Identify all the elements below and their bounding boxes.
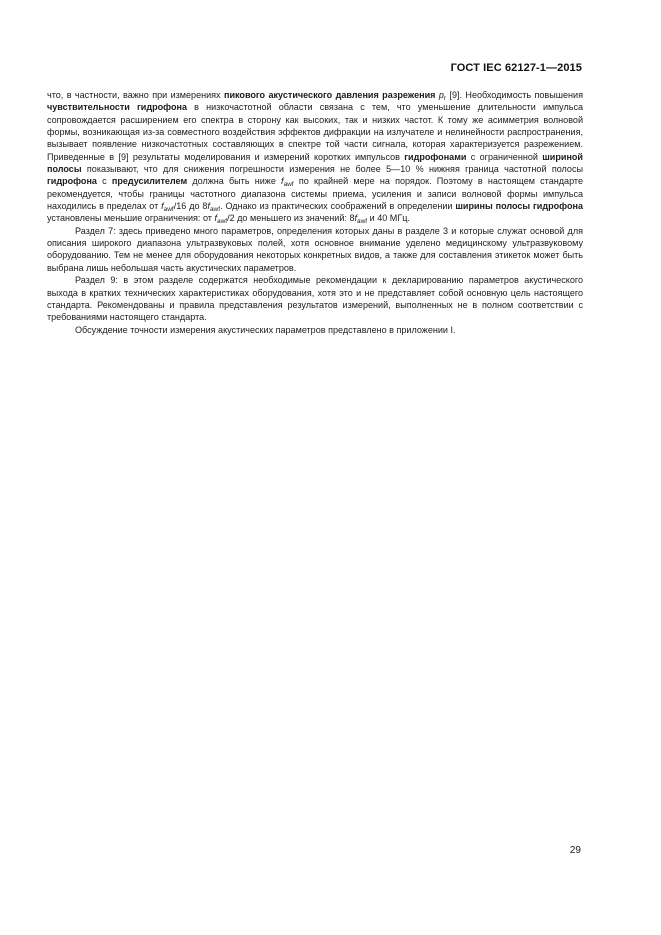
document-header: ГОСТ IEC 62127-1—2015 xyxy=(450,62,582,74)
text-run: [9]. Необходимость повышения xyxy=(446,90,583,100)
term-bandwidth: шириной полосы xyxy=(47,151,583,175)
text-run: и 40 МГц. xyxy=(367,213,410,224)
term-peak-rarefactional-pressure: пикового акустического давления разрежения xyxy=(223,90,436,100)
text-run: с xyxy=(96,176,112,187)
symbol-f: f xyxy=(207,201,210,212)
subscript-awf: awf xyxy=(357,218,368,226)
term-hydrophones: гидрофонами xyxy=(404,151,467,162)
subscript-r: r xyxy=(443,95,447,102)
subscript-awf: awf xyxy=(209,206,221,214)
paragraph-accuracy-discussion: Обсуждение точности измерения акустических параметров представлено в приложении I. xyxy=(75,324,456,335)
text-run: /2 до меньшего из значений: 8 xyxy=(227,213,355,224)
symbol-f: f xyxy=(214,213,217,224)
term-hydrophone-sensitivity: чувствительности гидрофона xyxy=(47,102,187,113)
term-hydrophone: гидрофона xyxy=(47,176,97,187)
body-text xyxy=(47,89,583,336)
text-run: по крайней мере на порядок. Поэтому в настоящем стандарте рекомендуется, чтобы границы частотного диапазона системы приема, усиления и записи волновой формы импульса находились в пределах от xyxy=(47,176,583,212)
term-hydrophone-bandwidth: ширины полосы гидрофона xyxy=(455,201,583,212)
text-run: что, в частности, важно при измерениях xyxy=(47,90,224,100)
paragraph-section-7: Раздел 7: здесь приведено много параметров, определения которых даны в разделе 3 и которые служат основой для описания широкого диапазона ультразвуковых полей, хотя основное внимание уделено медицинскому ультразвуковому оборудованию. Тем не менее для оборудования некоторых конкретных видов, а также для составления этикеток может быть выбрана лишь небольшая часть акустических параметров. xyxy=(47,225,583,273)
text-run: установлены меньшие ограничения: от xyxy=(47,213,215,224)
symbol-f: f xyxy=(161,201,164,212)
symbol-f: f xyxy=(354,213,357,224)
subscript-awf: awf xyxy=(163,206,174,214)
paragraph-section-9: Раздел 9: в этом разделе содержатся необходимые рекомендации к декларированию параметров акустического выхода в кратких технических характеристиках оборудования, хотя это и не представляет собой основную цель настоящего стандарта. Рекомендованы и правила представления результатов измерений, выполненных не в полном соответствии с требованиями настоящего стандарта. xyxy=(47,275,583,323)
text-run: показывают, что для снижения погрешности измерения не более 5—10 % нижняя граница частотной полосы xyxy=(81,164,583,175)
term-preamplifier: предусилителем xyxy=(111,176,188,187)
text-run: . Однако из практических соображений в определении xyxy=(220,201,456,212)
paragraph-intro-continuation xyxy=(47,89,583,225)
symbol-f: f xyxy=(281,176,284,187)
subscript-awf: awf xyxy=(216,218,228,226)
text-run: в низкочастотной области связана с тем, что уменьшение длительности импульса сопровождается расширением его спектра в сторону как высоких, так и низких частот. К тому же асимметрия волновой формы, возникающая из-за совместного воздействия эффектов дифракции на излучателе и нелинейности распространения, вызывает появление низкочастотных составляющих в спектре той части сигнала, которая характеризуется разрежением. Приведенные в [9] результаты моделирования и измерений коротких импульсов xyxy=(47,102,584,162)
text-run: должна быть ниже xyxy=(187,176,282,187)
symbol-p: p xyxy=(438,90,444,100)
text-run: /16 до 8 xyxy=(173,201,208,212)
subscript-awf: awf xyxy=(283,181,294,189)
page-number: 29 xyxy=(569,845,581,856)
text-run: с ограниченной xyxy=(466,151,543,162)
